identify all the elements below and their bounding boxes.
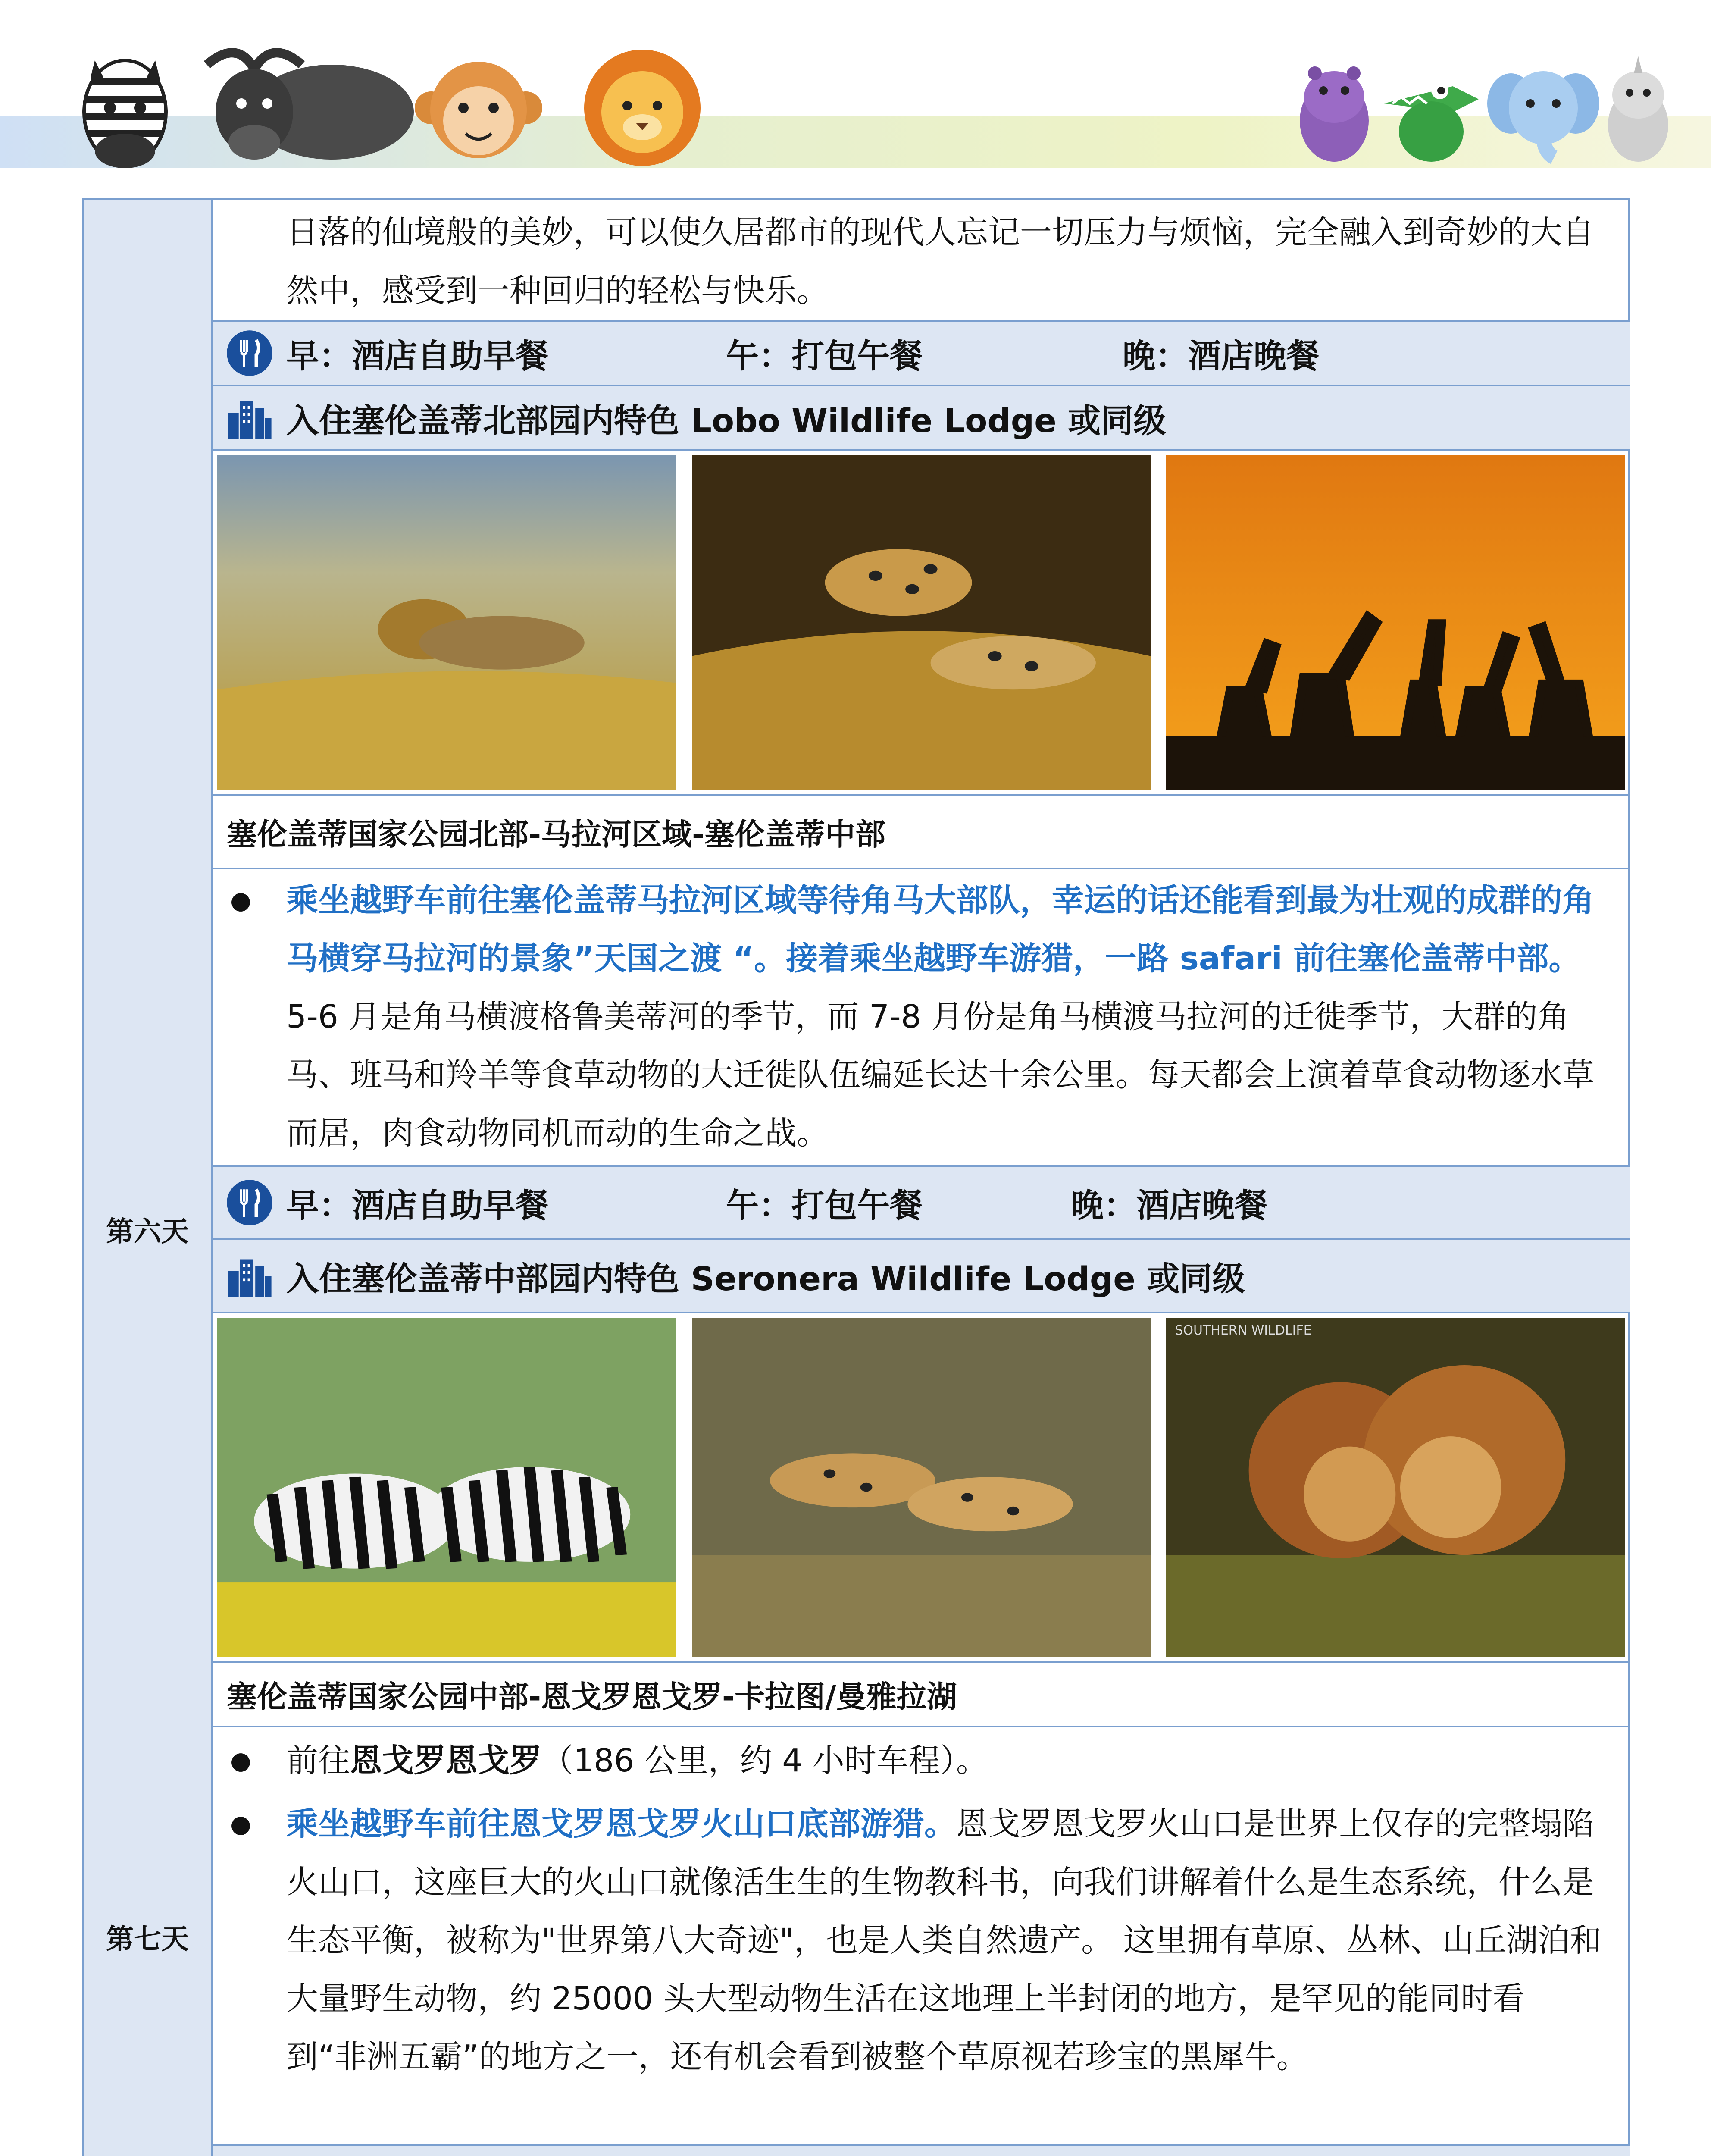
- day5-description: 日落的仙境般的美妙，可以使久居都市的现代人忘记一切压力与烦恼，完全融入到奇妙的大自然中，感受到一种回归的轻松与快乐。: [286, 214, 1594, 309]
- day7-description-row: [213, 1727, 1630, 2146]
- day5-meals-row: [213, 322, 1630, 386]
- day5-breakfast: 早：酒店自助早餐: [286, 336, 548, 375]
- day-column-prev: [84, 200, 213, 796]
- day7-bullet-1: ● 前往恩戈罗恩戈罗（186 公里，约 4 小时车程）。: [286, 1732, 1604, 1790]
- day5-dinner: 晚：酒店晚餐: [1123, 336, 1319, 375]
- fork-knife-icon: [226, 1179, 273, 1226]
- buffalo-cartoon-icon: [190, 39, 418, 164]
- fork-knife-icon: [226, 329, 273, 377]
- ngorongoro-bold: 恩戈罗恩戈罗: [350, 1742, 541, 1779]
- day6-hotel: 入住塞伦盖蒂中部园内特色 Seronera Wildlife Lodge 或同级: [286, 1259, 1245, 1298]
- day5-hotel: 入住塞伦盖蒂北部园内特色 Lobo Wildlife Lodge 或同级: [286, 401, 1167, 440]
- day7-title: 塞伦盖蒂国家公园中部-恩戈罗恩戈罗-卡拉图/曼雅拉湖: [227, 1679, 957, 1714]
- day7-title-row: [213, 1663, 1630, 1727]
- city-buildings-icon: [226, 394, 273, 442]
- day7-body: 恩戈罗恩戈罗火山口是世界上仅存的完整塌陷火山口，这座巨大的火山口就像活生生的生物教科书，向我们讲解着什么是生态系统，什么是生态平衡，被称为"世界第八大奇迹"，也是人类自然遗产。 这里拥有草原、丛林、山丘湖泊和大量野生动物，约 25000 头大型动物生活在这地理上半封闭的地方，是罕见的能同时看到“非洲五霸”的地方之一，还有机会看到被整个草原视若珍宝的黑犀牛。: [286, 1805, 1602, 2075]
- day7-bullet-2: [286, 1795, 1604, 2086]
- day5-photo-row: [213, 451, 1630, 796]
- day7-highlight: 乘坐越野车前往恩戈罗恩戈罗火山口底部游猎。: [286, 1805, 956, 1843]
- day6-description-row: [213, 869, 1630, 1167]
- crocodile-cartoon-icon: [1375, 60, 1487, 164]
- lions-in-grass-photo: [217, 455, 676, 790]
- day6-breakfast: 早：酒店自助早餐: [286, 1186, 548, 1225]
- day5-hotel-row: [213, 386, 1630, 451]
- day6-hotel-row: [213, 1240, 1630, 1313]
- city-buildings-icon: [226, 1252, 273, 1300]
- monkey-cartoon-icon: [414, 56, 543, 164]
- cheetahs-hunting-photo: [692, 1318, 1151, 1657]
- hippo-cartoon-icon: [1293, 56, 1375, 164]
- lion-cartoon-icon: [578, 47, 707, 168]
- elephant-cartoon-icon: [1487, 60, 1599, 164]
- zebras-photo: [217, 1318, 676, 1657]
- two-lions-photo: [1166, 1318, 1625, 1657]
- day6-label: 第六天: [84, 796, 213, 1663]
- day6-body: 5-6 月是角马横渡格鲁美蒂河的季节，而 7-8 月份是角马横渡马拉河的迁徙季节，大群的角马、班马和羚羊等食草动物的大迁徙队伍编延长达十余公里。每天都会上演着草食动物逐水草而居，肉食动物同机而动的生命之战。: [286, 998, 1594, 1152]
- day6-photo-row: [213, 1313, 1630, 1663]
- rhino-cartoon-icon: [1599, 56, 1677, 164]
- day7-meals-row: [213, 2146, 1630, 2156]
- day6-meals-row: [213, 1167, 1630, 1240]
- day5-description-row: [213, 200, 1630, 322]
- day5-lunch: 午：打包午餐: [726, 336, 923, 375]
- day6-highlight: 乘坐越野车前往塞伦盖蒂马拉河区域等待角马大部队，幸运的话还能看到最为壮观的成群的角马横穿马拉河的景象”天国之渡 “。接着乘坐越野车游猎，一路 safari 前往塞伦盖蒂中部。: [286, 882, 1594, 977]
- day6-lunch: 午：打包午餐: [726, 1186, 923, 1225]
- day6-title-row: [213, 796, 1630, 869]
- page-header: [0, 0, 1711, 172]
- zebra-cartoon-icon: [65, 43, 185, 168]
- day6-dinner: 晚：酒店晚餐: [1071, 1186, 1267, 1225]
- day7-label: 第七天: [84, 1663, 213, 2156]
- cheetahs-photo: [692, 455, 1151, 790]
- itinerary-table: [82, 198, 1630, 2156]
- photo-watermark: SOUTHERN WILDLIFE: [1175, 1323, 1312, 1338]
- day6-title: 塞伦盖蒂国家公园北部-马拉河区域-塞伦盖蒂中部: [227, 816, 886, 852]
- giraffes-sunset-photo: [1166, 455, 1625, 790]
